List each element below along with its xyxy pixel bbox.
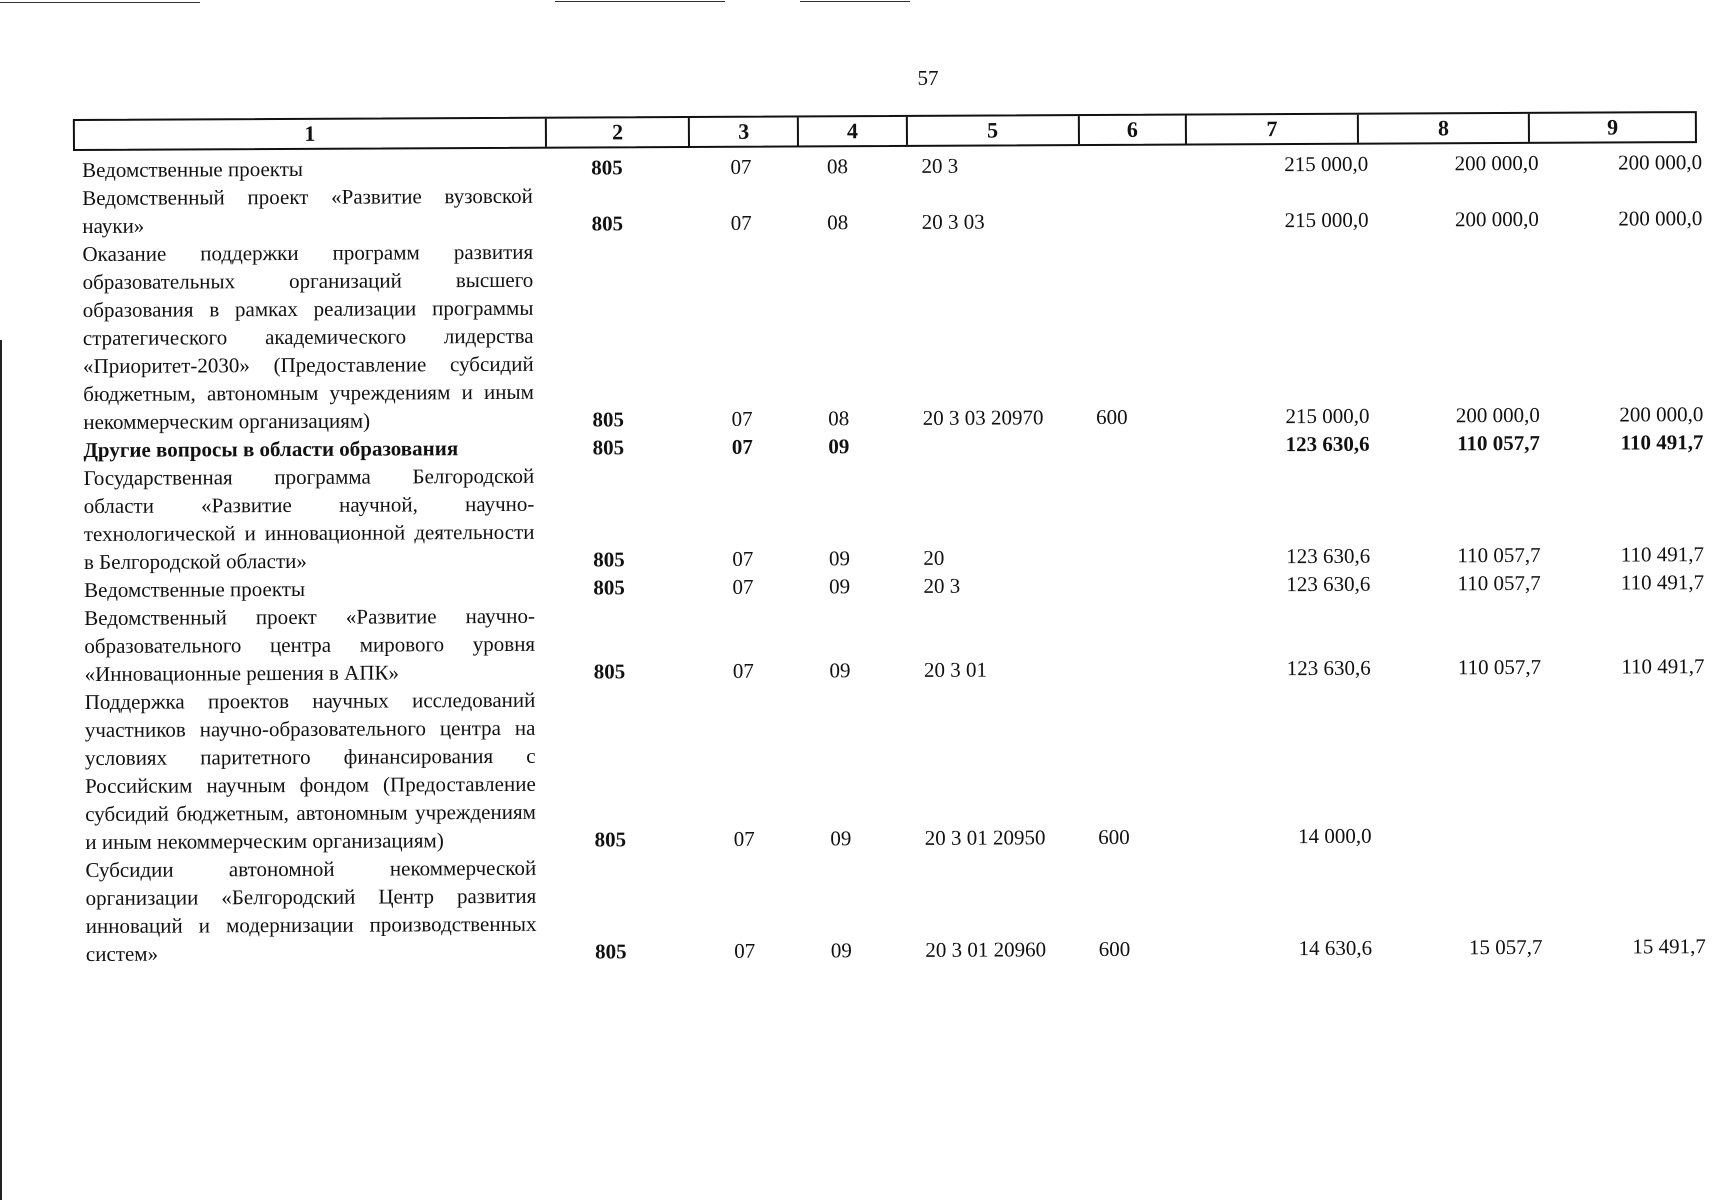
row-ministry-code: 805 [591, 211, 624, 236]
row-amount-col9: 110 491,7 [1620, 430, 1704, 455]
row-ministry-code: 805 [595, 939, 627, 964]
header-col-3: 3 [690, 117, 799, 146]
row-expense-type: 600 [1096, 404, 1128, 430]
row-name: Государственная программа Белгородской области «Развитие научной, научно-технологической и инновационной деятельности в Белгородской области» [83, 463, 535, 574]
row-name: Субсидии автономной некоммерческой организации «Белгородский Центр развития инноваций и модернизации производственных систем» [85, 855, 537, 966]
table-row [84, 596, 1704, 688]
page-number: 57 [917, 66, 939, 90]
row-subsection-code: 08 [827, 210, 849, 235]
row-amount-col9: 110 491,7 [1620, 542, 1705, 567]
row-amount-col9: 15 491,7 [1632, 934, 1706, 959]
header-col-5: 5 [908, 116, 1080, 145]
row-section-code: 07 [732, 574, 754, 599]
row-expense-type: 600 [1098, 824, 1130, 850]
row-amount-col8: 200 000,0 [1454, 206, 1539, 232]
row-subsection-code: 08 [828, 406, 850, 431]
row-amount-col7: 14 000,0 [1297, 823, 1372, 849]
row-amount-col8: 110 057,7 [1457, 654, 1542, 680]
row-amount-col7: 215 000,0 [1284, 151, 1369, 177]
row-amount-col7: 123 630,6 [1286, 543, 1371, 569]
row-target-article: 20 [923, 545, 945, 570]
table-row [82, 232, 1703, 436]
row-amount-col9: 200 000,0 [1617, 150, 1703, 175]
row-name: Ведомственные проекты [82, 156, 304, 182]
scan-edge-line [0, 2, 200, 3]
row-subsection-code: 08 [826, 154, 849, 179]
scan-edge-line [555, 1, 725, 2]
row-subsection-code: 09 [828, 434, 850, 459]
row-section-code: 07 [730, 154, 752, 179]
header-col-9: 9 [1607, 114, 1619, 140]
table-row [82, 176, 1702, 240]
scan-edge-line [800, 1, 910, 2]
row-target-article: 20 3 01 20960 [925, 937, 1047, 962]
row-amount-col7: 215 000,0 [1284, 207, 1369, 233]
row-ministry-code: 805 [594, 827, 627, 852]
row-target-article: 20 3 [921, 153, 959, 178]
header-col-6: 6 [1079, 116, 1187, 145]
scan-edge-line [0, 340, 2, 1200]
table-row [85, 848, 1706, 968]
row-name: Другие вопросы в области образования [83, 436, 459, 462]
row-ministry-code: 805 [592, 407, 625, 432]
row-amount-col9: 110 491,7 [1621, 654, 1705, 679]
row-subsection-code: 09 [830, 826, 852, 851]
table-row [85, 680, 1706, 856]
table-row [84, 456, 1705, 576]
row-amount-col9: 110 491,7 [1620, 570, 1705, 595]
header-col-7: 7 [1187, 115, 1359, 144]
row-expense-type: 600 [1098, 936, 1131, 962]
row-section-code: 07 [730, 210, 752, 235]
header-col-2: 2 [547, 118, 691, 147]
header-col-8: 8 [1359, 114, 1531, 143]
row-amount-col8: 15 057,7 [1468, 934, 1543, 960]
row-section-code: 07 [733, 826, 755, 851]
row-ministry-code: 805 [592, 435, 625, 460]
row-amount-col8: 200 000,0 [1454, 150, 1539, 176]
row-subsection-code: 09 [828, 574, 851, 599]
row-ministry-code: 805 [591, 155, 623, 180]
row-ministry-code: 805 [593, 659, 626, 684]
row-name: Оказание поддержки программ развития образовательных организаций высшего образования в рамках реализации программы стратегического академического лидерства «Приоритет-2030» (Предоставление субсидий бюджетным, автономным учреждениям и иным некоммерческим организациям) [82, 239, 534, 434]
row-amount-col8: 110 057,7 [1457, 570, 1541, 596]
row-section-code: 07 [732, 658, 754, 683]
row-name: Ведомственный проект «Развитие научно-образовательного центра мирового уровня «Инновационные решения в АПК» [84, 603, 536, 686]
row-section-code: 07 [732, 546, 754, 571]
row-amount-col9: 200 000,0 [1619, 402, 1704, 427]
row-amount-col7: 14 630,6 [1298, 935, 1373, 961]
row-target-article: 20 3 03 [921, 209, 985, 234]
row-target-article: 20 3 03 20970 [922, 405, 1044, 430]
row-section-code: 07 [734, 938, 756, 963]
row-amount-col8: 200 000,0 [1455, 402, 1540, 428]
table-header [73, 111, 1697, 151]
row-ministry-code: 805 [593, 547, 625, 572]
row-name: Ведомственные проекты [84, 576, 306, 602]
header-col-1: 1 [75, 119, 547, 149]
row-name: Поддержка проектов научных исследований участников научно-образовательного центра на условиях паритетного финансирования с Российским научным фондом (Предоставление субсидий бюджетным, автономным учреждениям и иным некоммерческим организациям) [84, 687, 536, 854]
row-subsection-code: 09 [829, 658, 851, 683]
row-target-article: 20 3 01 [923, 657, 987, 682]
header-col-4: 4 [799, 117, 908, 146]
row-target-article: 20 3 01 20950 [924, 825, 1046, 850]
row-amount-col7: 123 630,6 [1285, 431, 1370, 457]
row-amount-col7: 123 630,6 [1286, 655, 1371, 681]
row-section-code: 07 [731, 406, 753, 431]
row-name: Ведомственный проект «Развитие вузовской науки» [82, 183, 533, 238]
row-amount-col8: 110 057,7 [1457, 542, 1541, 568]
row-section-code: 07 [731, 434, 753, 459]
row-subsection-code: 09 [830, 938, 852, 963]
row-amount-col9: 200 000,0 [1618, 206, 1703, 231]
row-target-article: 20 3 [923, 573, 961, 598]
table-body [82, 148, 1706, 968]
row-amount-col7: 215 000,0 [1285, 403, 1370, 429]
row-amount-col8: 110 057,7 [1457, 430, 1541, 456]
row-subsection-code: 09 [828, 546, 850, 571]
row-amount-col7: 123 630,6 [1286, 571, 1371, 597]
row-ministry-code: 805 [593, 575, 625, 600]
